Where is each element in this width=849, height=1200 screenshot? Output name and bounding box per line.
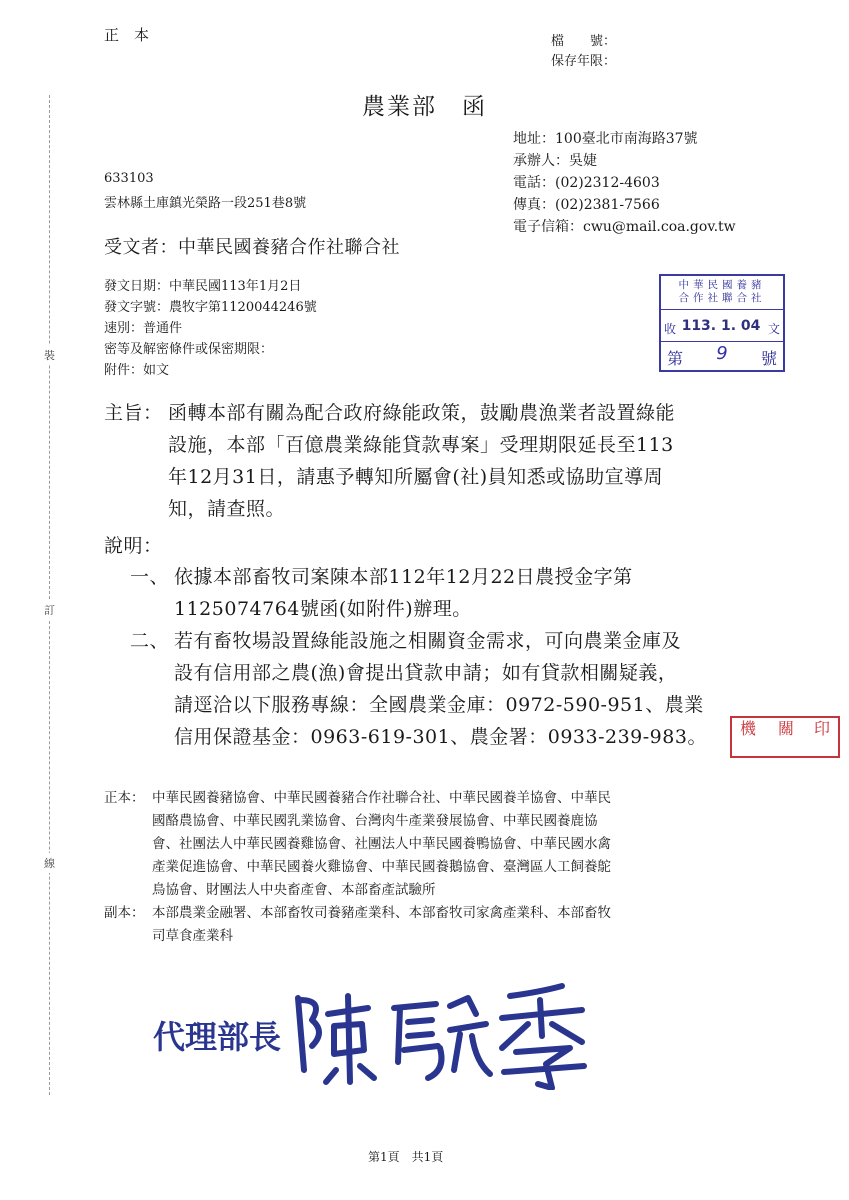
issue-date: 發文日期：中華民國113年1月2日 [104, 279, 302, 294]
sender-officer: 承辦人：吳婕 [513, 153, 597, 169]
subject-line-1: 函轉本部有關為配合政府綠能政策，鼓勵農漁業者設置綠能 [168, 402, 676, 424]
cc-recipients-label: 副本： [104, 905, 145, 921]
handwritten-signature [290, 978, 590, 1090]
stamp-organization [661, 277, 783, 310]
seal-char-3: 印 [813, 720, 830, 738]
main-recipients-line-5: 鳥協會、財團法人中央畜產會、本部畜產試驗所 [152, 882, 436, 898]
signature-title: 代理部長 [153, 1018, 282, 1056]
sender-email: 電子信箱：cwu@mail.coa.gov.tw [513, 219, 736, 235]
document-number: 發文字號：農牧字第1120044246號 [104, 300, 317, 315]
explanation-item-1-line-1: 依據本部畜牧司案陳本部112年12月22日農授金字第 [174, 566, 633, 588]
delivery-speed: 速別：普通件 [104, 321, 183, 336]
seal-char-2: 關 [777, 720, 794, 738]
binding-mark-zhuang: 裝 [44, 345, 55, 365]
stamp-number-row [661, 341, 783, 370]
receipt-stamp [659, 274, 785, 372]
recipient: 受文者：中華民國養豬合作社聯合社 [104, 237, 400, 258]
binding-mark-xian: 線 [44, 853, 55, 873]
document-title: 農業部 函 [362, 94, 487, 120]
official-seal [730, 716, 840, 758]
sender-phone: 電話：(02)2312-4603 [513, 175, 660, 191]
main-recipients-line-2: 國酪農協會、中華民國乳業協會、台灣肉牛產業發展協會、中華民國養鹿協 [152, 813, 598, 829]
cc-recipients-line-2: 司草食產業科 [152, 928, 233, 944]
explanation-item-2-line-3: 請逕洽以下服務專線：全國農業金庫：0972-590-951、農業 [174, 694, 704, 716]
sender-fax: 傳真：(02)2381-7566 [513, 197, 660, 213]
subject-line-4: 知，請查照。 [168, 498, 286, 520]
recipient-postcode: 633103 [104, 171, 154, 186]
binding-mark-ding: 訂 [44, 600, 55, 620]
stamp-hao-char: 號 [760, 349, 777, 368]
stamp-date: 113. 1. 04 [681, 318, 761, 334]
cc-recipients-line-1: 本部農業金融署、本部畜牧司養豬產業科、本部畜牧司家禽產業科、本部畜牧 [152, 905, 611, 921]
main-recipients-label: 正本： [104, 790, 145, 806]
secrecy-level: 密等及解密條件或保密期限： [104, 342, 274, 357]
copy-mark: 正 本 [104, 26, 150, 44]
retention-period-label: 保存年限： [551, 54, 617, 69]
stamp-number: 9 [716, 343, 728, 364]
stamp-org-line-1: 中華民國養豬 [678, 279, 766, 291]
page-number: 第1頁 共1頁 [368, 1150, 444, 1164]
seal-char-1: 機 [739, 720, 756, 738]
binding-line [49, 95, 50, 1095]
sender-address: 地址：100臺北市南海路37號 [513, 131, 698, 147]
explanation-item-1-line-2: 1125074764號函(如附件)辦理。 [174, 598, 472, 620]
stamp-received-char: 收 [664, 322, 677, 336]
explanation-item-2-line-4: 信用保證基金：0963-619-301、農金署：0933-239-983。 [174, 726, 707, 748]
file-number-label: 檔 號： [551, 34, 617, 49]
stamp-di-char: 第 [667, 349, 684, 368]
explanation-item-2-line-2: 設有信用部之農(漁)會提出貸款申請；如有貸款相關疑義， [174, 662, 678, 684]
main-recipients-line-4: 產業促進協會、中華民國養火雞協會、中華民國養鵝協會、臺灣區人工飼養鴕 [152, 859, 611, 875]
main-recipients-line-1: 中華民國養豬協會、中華民國養豬合作社聯合社、中華民國養羊協會、中華民 [152, 790, 611, 806]
subject-line-3: 年12月31日，請惠予轉知所屬會(社)員知悉或協助宣導周 [168, 466, 664, 488]
subject-label: 主旨： [104, 402, 163, 424]
stamp-org-line-2: 合作社聯合社 [678, 292, 766, 304]
explanation-label: 說明： [104, 535, 163, 557]
subject-line-2: 設施，本部「百億農業綠能貸款專案」受理期限延長至113 [168, 434, 674, 456]
explanation-item-2-marker: 二、 [130, 630, 170, 652]
explanation-item-1-marker: 一、 [130, 566, 170, 588]
recipient-address: 雲林縣土庫鎮光榮路一段251巷8號 [104, 196, 307, 211]
stamp-wen-char: 文 [767, 322, 780, 336]
explanation-item-2-line-1: 若有畜牧場設置綠能設施之相關資金需求，可向農業金庫及 [174, 630, 682, 652]
main-recipients-line-3: 會、社團法人中華民國養雞協會、社團法人中華民國養鴨協會、中華民國水禽 [152, 836, 611, 852]
attachment: 附件：如文 [104, 363, 170, 378]
